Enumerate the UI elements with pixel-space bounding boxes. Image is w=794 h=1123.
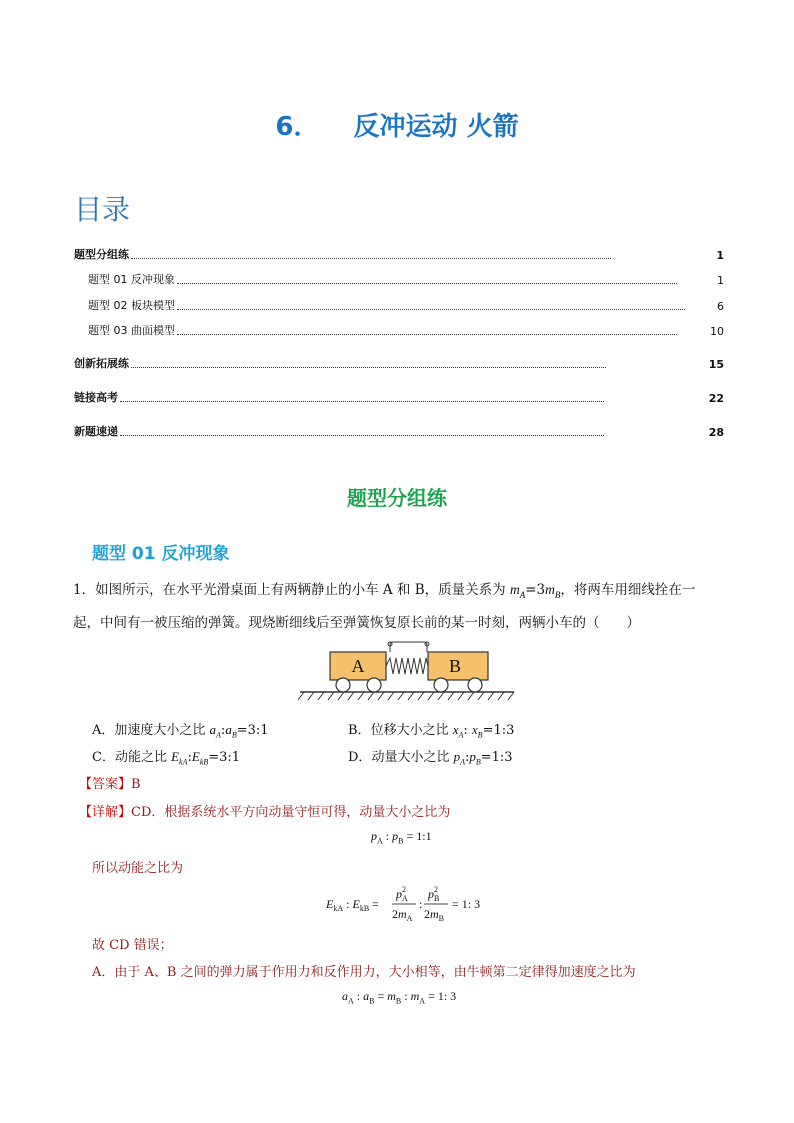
question-text-part: ，将两车用细线拴在一起，中间有一被压缩的弹簧。现烧断细线后至弹簧恢复原长前的某一时刻，两辆小车的（ ） <box>73 582 696 631</box>
toc-entry-label: 题型分组练 <box>74 248 129 261</box>
title-text: 反冲运动 火箭 <box>353 112 519 142</box>
cart-a-label: A <box>351 656 365 676</box>
toc-entry-page: 1 <box>717 274 724 287</box>
option-value: =1:3 <box>482 723 515 738</box>
toc-entry-label: 新题速递 <box>74 425 118 438</box>
option-sub: A <box>216 730 221 740</box>
option-symbol: a <box>209 722 217 737</box>
option-symbol: p <box>469 749 476 764</box>
option-text: 动量大小之比 <box>371 750 454 765</box>
toc-entry[interactable] <box>74 389 724 405</box>
formula-kinetic-energy <box>326 880 496 924</box>
toc-entry-page: 22 <box>708 392 724 405</box>
option-b[interactable] <box>348 719 514 740</box>
option-sub: kA <box>179 757 188 767</box>
toc-entry-label: 题型 01 反冲现象 <box>88 273 175 286</box>
detail-line <box>79 801 450 820</box>
option-value: =3:1 <box>236 723 269 738</box>
option-sub: B <box>477 730 483 740</box>
option-text: 动能之比 <box>114 750 172 765</box>
option-sub: B <box>475 757 481 767</box>
document-title <box>0 106 794 143</box>
mass-sub-a: A <box>519 589 526 600</box>
svg-text:B: B <box>434 894 440 903</box>
a-reason: A．由于 A、B 之间的弹力属于作用力和反作用力，大小相等，由牛顿第二定律得加速度之比为 <box>92 965 636 980</box>
toc-dots <box>177 282 677 284</box>
toc-entry[interactable] <box>74 423 724 439</box>
toc-dots <box>131 366 606 368</box>
option-symbol: a <box>225 722 232 737</box>
question-text-part: 如图所示，在水平光滑桌面上有两辆静止的小车 A 和 B，质量关系为 <box>95 582 510 598</box>
option-text: 加速度大小之比 <box>114 723 210 738</box>
toc-entry-page: 28 <box>708 426 724 439</box>
option-sep: : <box>463 723 472 738</box>
option-sub: A <box>458 730 464 740</box>
option-key: D． <box>348 750 372 765</box>
toc-entry-page: 15 <box>708 358 724 371</box>
option-symbol: x <box>471 722 478 737</box>
svg-text:EkA : EkB =: $E_{kA}$ : $E_{kB}$ = <box>326 897 379 913</box>
subsection-heading: 题型 01 反冲现象 <box>92 544 230 564</box>
toc-entry-label: 链接高考 <box>74 391 118 404</box>
toc-entry-label: 题型 03 曲面模型 <box>88 324 175 337</box>
ke-result: = 1: 3 <box>452 897 481 911</box>
svg-text:A: A <box>402 894 408 903</box>
tie-string <box>390 642 427 652</box>
svg-text:2: 2 <box>434 885 438 894</box>
toc-entry-page: 6 <box>717 300 724 313</box>
formula-momentum: $p_A$ : $p_B$ = 1:1 <box>371 829 432 846</box>
option-symbol: x <box>452 722 459 737</box>
toc-entry-label: 创新拓展练 <box>74 357 129 370</box>
toc-entry-label: 题型 02 板块模型 <box>88 299 175 312</box>
detail-intro: CD．根据系统水平方向动量守恒可得，动量大小之比为 <box>131 805 451 820</box>
cart-a-wheel <box>336 678 350 692</box>
svg-text:p: p <box>428 887 434 901</box>
carts-figure <box>298 640 516 702</box>
option-value: =1:3 <box>480 750 513 765</box>
answer-line <box>79 773 141 792</box>
svg-text:2: 2 <box>402 885 406 894</box>
mass-symbol: m <box>545 582 555 597</box>
option-symbol: E <box>171 749 180 764</box>
svg-text::: : <box>419 897 423 911</box>
option-key: A． <box>92 723 115 738</box>
question-number: 1． <box>73 582 96 598</box>
svg-text:p: p <box>396 887 402 901</box>
toc-dots <box>131 257 611 259</box>
toc-entry[interactable] <box>88 271 724 287</box>
toc-dots <box>120 434 604 436</box>
svg-text:2mB: $2m_B$ <box>424 907 445 923</box>
cart-a-wheel <box>367 678 381 692</box>
question-text <box>73 576 713 637</box>
option-key: C． <box>92 750 115 765</box>
mass-relation: =3 <box>525 582 546 598</box>
option-text: 位移大小之比 <box>370 723 453 738</box>
toc-heading: 目录 <box>74 193 131 226</box>
title-number: 6． <box>275 112 320 142</box>
toc-entry-page: 10 <box>710 325 724 338</box>
option-symbol: E <box>191 749 200 764</box>
toc-entry[interactable] <box>74 355 724 371</box>
answer-value: B <box>131 777 141 792</box>
mass-sub-b: B <box>554 589 561 600</box>
cart-b-wheel <box>468 678 482 692</box>
option-a[interactable] <box>92 719 269 740</box>
compressed-spring <box>386 658 428 674</box>
cd-wrong: 故 CD 错误； <box>92 938 173 953</box>
cart-b-label: B <box>448 656 462 676</box>
option-symbol: p <box>453 749 461 764</box>
answer-tag: 【答案】 <box>79 777 132 792</box>
toc-entry-page: 1 <box>716 249 724 262</box>
toc-dots <box>120 400 604 402</box>
option-sub: B <box>231 730 237 740</box>
toc-entry[interactable] <box>74 246 724 262</box>
option-sep: : <box>464 750 470 765</box>
toc-dots <box>177 308 685 310</box>
option-sub: kB <box>199 757 209 767</box>
option-d[interactable] <box>348 746 513 767</box>
option-key: B． <box>348 723 371 738</box>
formula-acceleration: $a_A$ : $a_B = m_B$ : $m_A = 1$: 3 <box>342 989 457 1006</box>
option-c[interactable] <box>92 746 240 767</box>
detail-tag: 【详解】 <box>79 805 132 820</box>
option-sep: : <box>220 723 226 738</box>
section-heading: 题型分组练 <box>347 486 447 510</box>
option-value: =3:1 <box>208 750 241 765</box>
toc-entry[interactable] <box>88 297 724 313</box>
ground-hatching <box>298 692 514 700</box>
option-sep: : <box>187 750 192 765</box>
toc-dots <box>177 333 677 335</box>
svg-text:2mA: $2m_A$ <box>392 907 413 923</box>
toc-entry[interactable] <box>88 322 724 338</box>
cart-b-wheel <box>434 678 448 692</box>
ke-intro: 所以动能之比为 <box>92 861 184 876</box>
option-sub: A <box>460 757 465 767</box>
mass-symbol: m <box>509 582 520 597</box>
